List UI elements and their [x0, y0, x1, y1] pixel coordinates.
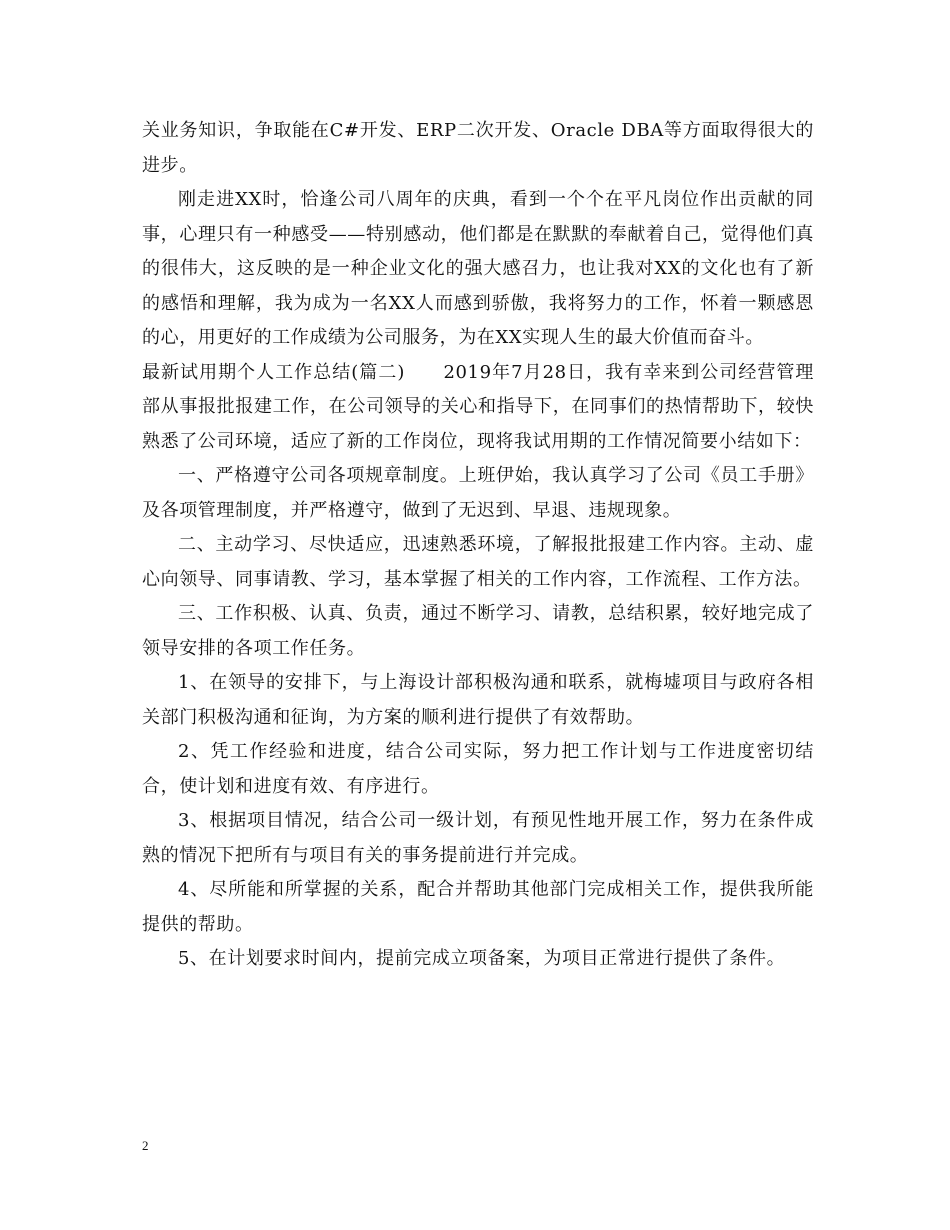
paragraph-5: 二、主动学习、尽快适应，迅速熟悉环境，了解报批报建工作内容。主动、虚心向领导、同事请教、学习，基本掌握了相关的工作内容，工作流程、工作方法。: [142, 534, 814, 590]
paragraph-10: 4、尽所能和所掌握的关系，配合并帮助其他部门完成相关工作，提供我所能提供的帮助。: [142, 879, 814, 935]
paragraph-9: 3、根据项目情况，结合公司一级计划，有预见性地开展工作，努力在条件成熟的情况下把所有与项目有关的事务提前进行并完成。: [142, 810, 814, 866]
paragraph-4: 一、严格遵守公司各项规章制度。上班伊始，我认真学习了公司《员工手册》及各项管理制度，并严格遵守，做到了无迟到、早退、违规现象。: [142, 465, 814, 521]
paragraph-2: 刚走进XX时，恰逢公司八周年的庆典，看到一个个在平凡岗位作出贡献的同事，心理只有一种感受——特别感动，他们都是在默默的奉献着自己，觉得他们真的很伟大，这反映的是一种企业文化的强大感召力，也让我对XX的文化也有了新的感悟和理解，我为成为一名XX人而感到骄傲，我将努力的工作，怀着一颗感恩的心，用更好的工作成绩为公司服务，为在XX实现人生的最大价值而奋斗。: [142, 189, 814, 348]
paragraph-11: 5、在计划要求时间内，提前完成立项备案，为项目正常进行提供了条件。: [178, 948, 786, 969]
paragraph-8: 2、凭工作经验和进度，结合公司实际，努力把工作计划与工作进度密切结合，使计划和进度有效、有序进行。: [142, 741, 814, 797]
document-body: [142, 114, 814, 977]
paragraph-6: 三、工作积极、认真、负责，通过不断学习、请教，总结积累，较好地完成了领导安排的各项工作任务。: [142, 603, 814, 659]
paragraph-1: 关业务知识，争取能在C#开发、ERP二次开发、Oracle DBA等方面取得很大的进步。: [142, 120, 814, 176]
page-number: 2: [142, 1138, 149, 1153]
paragraph-3-section-heading: 最新试用期个人工作总结(篇二) 2019年7月28日，我有幸来到公司经营管理部从事报批报建工作，在公司领导的关心和指导下，在同事们的热情帮助下，较快熟悉了公司环境，适应了新的工作岗位，现将我试用期的工作情况简要小结如下：: [142, 361, 814, 452]
paragraph-7: 1、在领导的安排下，与上海设计部积极沟通和联系，就梅墟项目与政府各相关部门积极沟通和征询，为方案的顺利进行提供了有效帮助。: [142, 672, 814, 728]
